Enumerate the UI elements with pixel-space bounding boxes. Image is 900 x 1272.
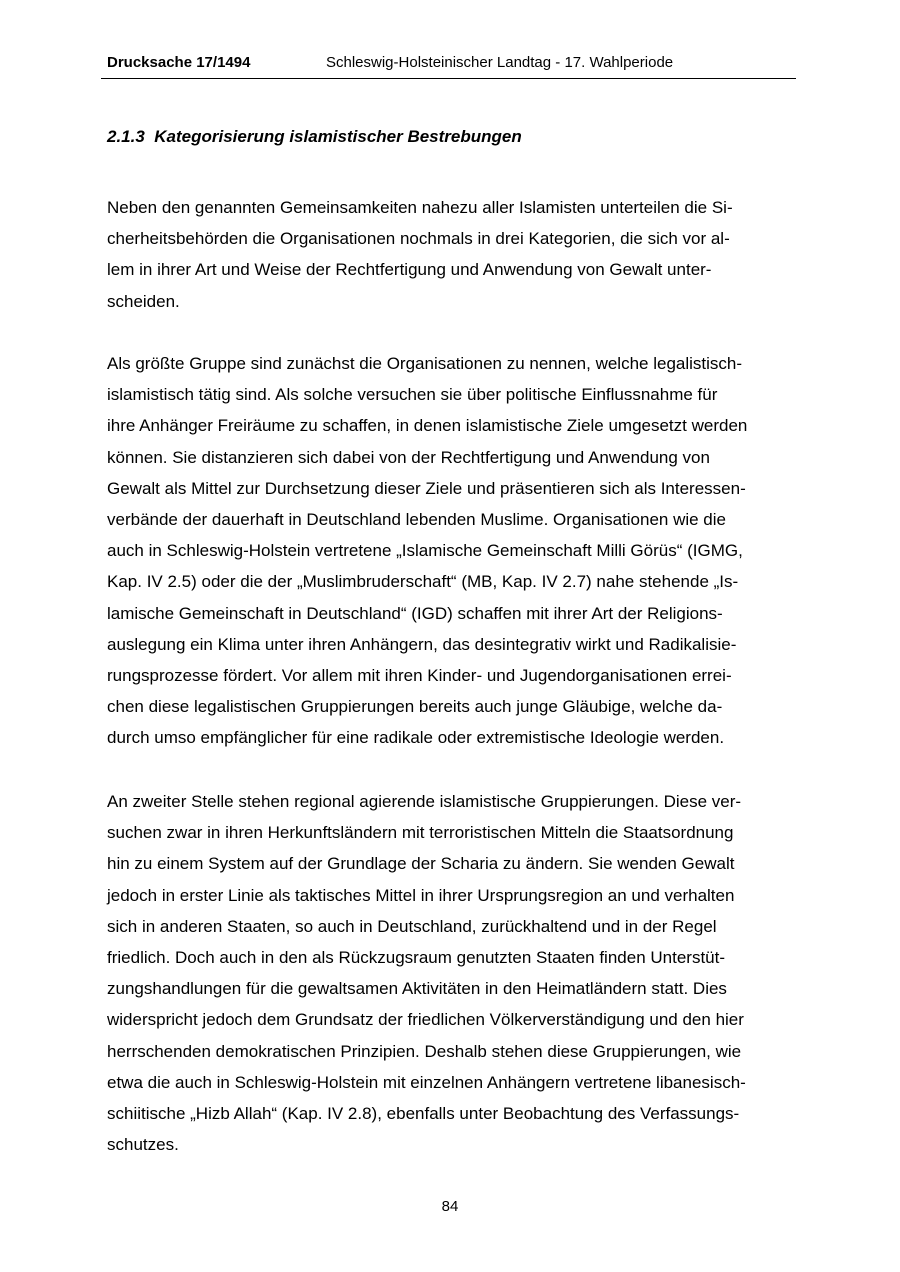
text-line: cherheitsbehörden die Organisationen nochmals in drei Kategorien, die sich vor al-	[107, 229, 730, 249]
text-line: rungsprozesse fördert. Vor allem mit ihren Kinder- und Jugendorganisationen errei-	[107, 665, 732, 685]
text-line: auslegung ein Klima unter ihren Anhängern, das desintegrativ wirkt und Radikalisie-	[107, 634, 737, 654]
text-line: friedlich. Doch auch in den als Rückzugsraum genutzten Staaten finden Unterstüt-	[107, 947, 726, 967]
text-line: hin zu einem System auf der Grundlage der Scharia zu ändern. Sie wenden Gewalt	[107, 854, 735, 874]
text-line: chen diese legalistischen Gruppierungen bereits auch junge Gläubige, welche da-	[107, 697, 723, 717]
text-line: jedoch in erster Linie als taktisches Mittel in ihrer Ursprungsregion an und verhalten	[107, 885, 735, 905]
text-line: islamistisch tätig sind. Als solche versuchen sie über politische Einflussnahme für	[107, 385, 718, 405]
text-line: durch umso empfänglicher für eine radikale oder extremistische Ideologie werden.	[107, 728, 725, 748]
paragraph-2	[107, 348, 807, 753]
paragraph-1	[107, 192, 807, 317]
parliament-title: Schleswig-Holsteinischer Landtag - 17. Wahlperiode	[326, 54, 674, 71]
text-line: Gewalt als Mittel zur Durchsetzung dieser Ziele und präsentieren sich als Interessen-	[107, 478, 746, 498]
text-line: lem in ihrer Art und Weise der Rechtfertigung und Anwendung von Gewalt unter-	[107, 260, 712, 280]
text-line: schutzes.	[107, 1135, 179, 1155]
text-line: Als größte Gruppe sind zunächst die Organisationen zu nennen, welche legalistisch-	[107, 354, 743, 373]
text-line: sich in anderen Staaten, so auch in Deutschland, zurückhaltend und in der Regel	[107, 916, 717, 936]
text-line: An zweiter Stelle stehen regional agierende islamistische Gruppierungen. Diese ver-	[107, 792, 742, 811]
text-line: Kap. IV 2.5) oder die der „Muslimbruderschaft“ (MB, Kap. IV 2.7) nahe stehende „Is-	[107, 572, 739, 592]
text-line: scheiden.	[107, 291, 180, 311]
page-header	[101, 52, 796, 79]
text-line: ihre Anhänger Freiräume zu schaffen, in denen islamistische Ziele umgesetzt werden	[107, 416, 748, 436]
text-line: verbände der dauerhaft in Deutschland lebenden Muslime. Organisationen wie die	[107, 509, 726, 529]
text-line: herrschenden demokratischen Prinzipien. Deshalb stehen diese Gruppierungen, wie	[107, 1041, 742, 1061]
paragraph-3	[107, 786, 807, 1160]
text-line: auch in Schleswig-Holstein vertretene „Islamische Gemeinschaft Milli Görüs“ (IGMG,	[107, 541, 743, 561]
section-heading: 2.1.3 Kategorisierung islamistischer Bestrebungen	[107, 127, 522, 146]
text-line: zungshandlungen für die gewaltsamen Aktivitäten in den Heimatländern statt. Dies	[107, 979, 727, 999]
text-line: Neben den genannten Gemeinsamkeiten nahezu aller Islamisten unterteilen die Si-	[107, 198, 733, 217]
text-line: können. Sie distanzieren sich dabei von der Rechtfertigung und Anwendung von	[107, 447, 710, 467]
text-line: widerspricht jedoch dem Grundsatz der friedlichen Völkerverständigung und den hier	[107, 1010, 744, 1030]
text-line: lamische Gemeinschaft in Deutschland“ (IGD) schaffen mit ihrer Art der Religions-	[107, 603, 723, 623]
document-number: Drucksache 17/1494	[107, 54, 251, 71]
text-line: schiitische „Hizb Allah“ (Kap. IV 2.8), ebenfalls unter Beobachtung des Verfassungs-	[107, 1103, 740, 1123]
text-line: etwa die auch in Schleswig-Holstein mit einzelnen Anhängern vertretene libanesisch-	[107, 1072, 746, 1092]
text-line: suchen zwar in ihren Herkunftsländern mit terroristischen Mitteln die Staatsordnung	[107, 823, 734, 843]
page-number: 84	[441, 1198, 459, 1215]
